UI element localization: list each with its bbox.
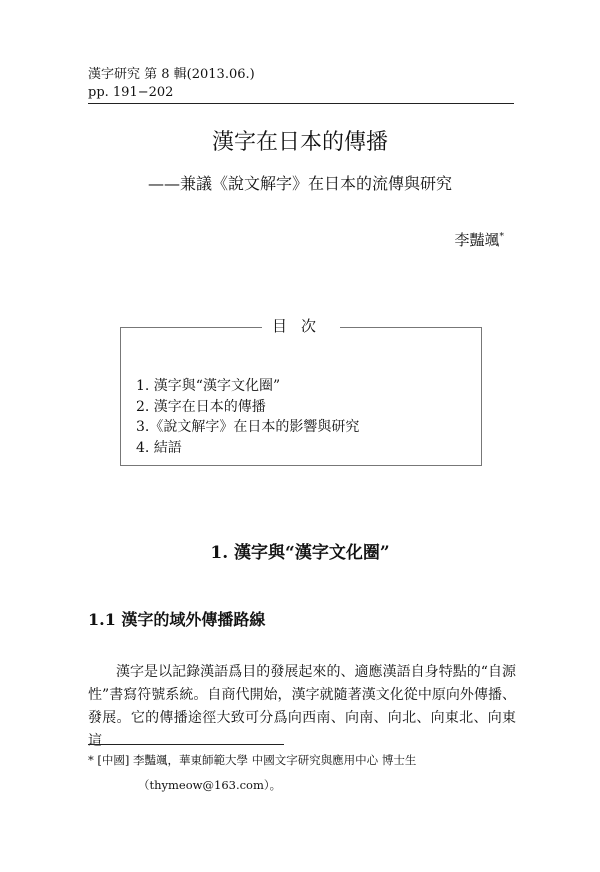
- author-footnote-mark: *: [499, 232, 504, 242]
- footnote-rule: [88, 744, 284, 745]
- author: [454, 226, 504, 251]
- toc-item: 2. 漢字在日本的傳播: [136, 398, 266, 415]
- body-paragraph-container: [88, 661, 516, 753]
- toc-item: 1. 漢字與“漢字文化圈”: [136, 378, 281, 394]
- body-paragraph: 漢字是以記錄漢語爲目的發展起來的、適應漢語自身特點的“自源性”書寫符號系統。自商代開始，漢字就隨著漢文化從中原向外傳播、發展。它的傳播途徑大致可分爲向西南、向南、向北、向東北、向東這: [88, 664, 516, 749]
- paper-title: 漢字在日本的傳播: [211, 130, 388, 155]
- page-range: pp. 191−202: [88, 85, 174, 100]
- footnote-affiliation: * [中國] 李豔颯，華東師範大學 中國文字研究與應用中心 博士生: [88, 753, 417, 767]
- subsection-title: 1.1 漢字的域外傳播路線: [88, 610, 266, 629]
- journal-header: 漢字研究 第 8 輯(2013.06.): [88, 67, 255, 82]
- footnote-email: （thymeow@163.com）。: [138, 778, 282, 792]
- toc-list: [136, 376, 359, 458]
- toc-heading: 目次: [262, 315, 340, 337]
- paper-subtitle: ——兼議《說文解字》在日本的流傳與研究: [147, 174, 452, 193]
- toc-item: 4. 結語: [136, 439, 182, 456]
- author-name: 李豔颯: [454, 231, 500, 249]
- toc-item: 3.《說文解字》在日本的影響與研究: [136, 419, 360, 435]
- header-rule: [88, 103, 514, 104]
- section-title: 1. 漢字與“漢字文化圈”: [210, 543, 390, 563]
